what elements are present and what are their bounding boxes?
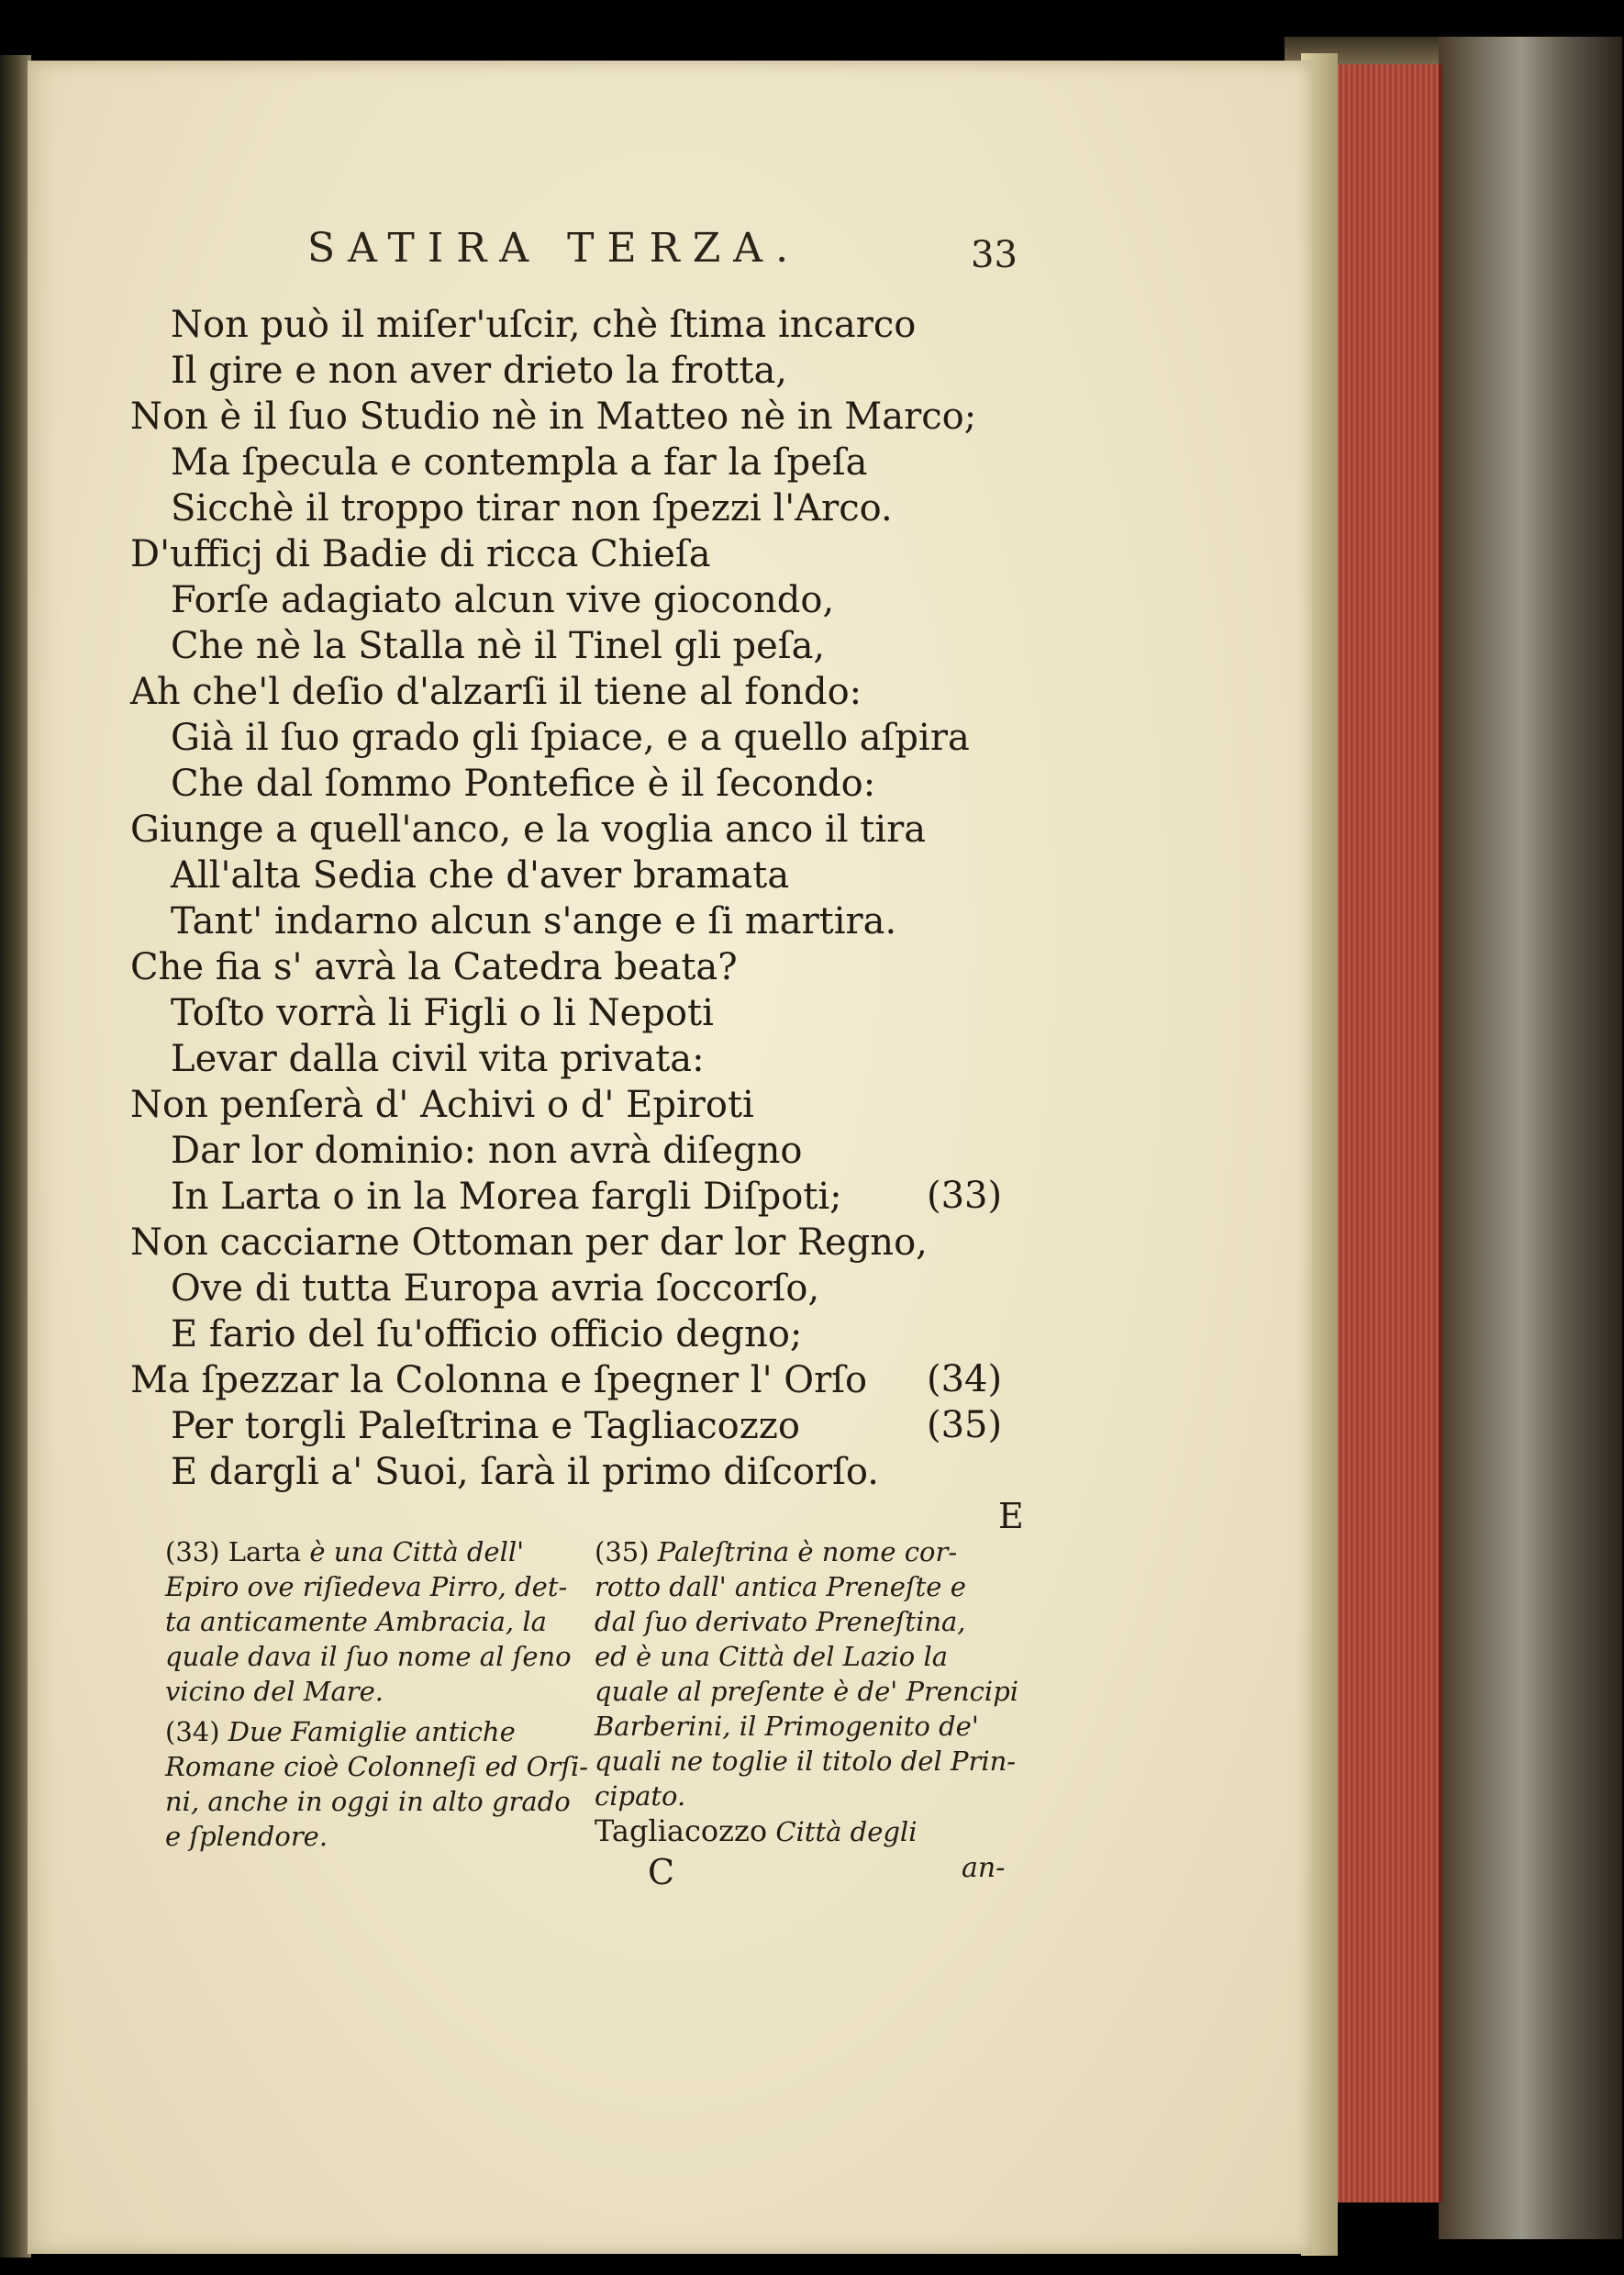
poem-line: Ma ſpecula e contempla a far la ſpeſa (171, 441, 868, 484)
running-header: SATIRA TERZA. (307, 225, 802, 272)
footnote-line: ni, anche in oggi in alto grado (165, 1786, 571, 1817)
note-reference-33: (33) (927, 1175, 1003, 1217)
footnote-line (165, 1714, 661, 1749)
poem-line: E dargli a' Suoi, ſarà il primo diſcorſo. (171, 1451, 880, 1493)
poem-line: Ma ſpezzar la Colonna e ſpegner l' Orſo (130, 1359, 868, 1401)
signature-mark: C (648, 1852, 675, 1892)
poem-line: Il gire e non aver drieto la frotta, (171, 350, 788, 392)
poem-line: Sicchè il troppo tirar non ſpezzi l'Arco. (171, 487, 893, 530)
poem-line: Che dal ſommo Pontefice è il ſecondo: (171, 763, 876, 805)
poem-line: All'alta Sedia che d'aver bramata (171, 854, 790, 897)
footnote-line: Epiro ove riſiedeva Pirro, det- (165, 1571, 568, 1602)
footnote-line: quali ne toglie il titolo del Prin- (595, 1745, 1017, 1777)
footnote-text: Due Famiglie antiche (228, 1716, 516, 1747)
poem-line: Non può il miſer'uſcir, chè ſtima incarco (171, 304, 917, 346)
poem-line: Ove di tutta Europa avria ſoccorſo, (171, 1267, 820, 1310)
footnote-line: Barberini, il Primogenito de' (595, 1711, 979, 1742)
poem-line: Non è il ſuo Studio nè in Matteo nè in Marco; (130, 396, 977, 438)
catchword: E (998, 1496, 1024, 1536)
note-reference-35: (35) (927, 1404, 1003, 1446)
page-number: 33 (971, 234, 1018, 276)
book-gutter-shadow (0, 55, 31, 2258)
poem-line: Levar dalla civil vita privata: (171, 1038, 705, 1080)
poem-line: Per torgli Paleſtrina e Tagliacozzo (171, 1405, 800, 1447)
footnote-line (595, 1813, 1026, 1849)
footnote-line: quale dava il ſuo nome al ſeno (165, 1641, 572, 1672)
footnote-line (595, 1534, 1026, 1569)
footnote-line: cipato. (595, 1780, 686, 1812)
poem-line: Tant' indarno alcun s'ange e ſi martira. (171, 900, 897, 942)
poem-line: In Larta o in la Morea fargli Diſpoti; (171, 1176, 842, 1218)
book-cover-edge (1439, 37, 1622, 2239)
note-reference-34: (34) (927, 1358, 1003, 1400)
poem-line: E fario del ſu'officio officio degno; (171, 1313, 803, 1355)
poem-line: Non penſerà d' Achivi o d' Epiroti (130, 1084, 754, 1126)
footnote-line: Romane cioè Colonneſi ed Orſi- (165, 1751, 589, 1782)
footnote-line: vicino del Mare. (165, 1676, 384, 1707)
poem-line: Non cacciarne Ottoman per dar lor Regno, (130, 1221, 928, 1264)
poem-line: D'ufficj di Badie di ricca Chieſa (130, 533, 711, 575)
poem-line: Forſe adagiato alcun vive giocondo, (171, 579, 835, 621)
footnote-34 (165, 1714, 661, 1854)
footnote-roman-word: Tagliacozzo (595, 1813, 768, 1848)
footnote-catchword: an- (962, 1852, 1006, 1884)
footnote-line: ta anticamente Ambracia, la (165, 1606, 547, 1637)
footnote-line: ed è una Città del Lazio la (595, 1641, 949, 1672)
footnote-lead: (34) (165, 1716, 220, 1747)
footnote-lead: (35) (595, 1536, 650, 1567)
poem-line: Che nè la Stalla nè il Tinel gli peſa, (171, 625, 826, 667)
footnote-line (165, 1534, 661, 1569)
footnote-line: quale al preſente è de' Prencipi (595, 1676, 1019, 1707)
footnote-line: e ſplendore. (165, 1821, 328, 1852)
poem-line: Dar lor dominio: non avrà diſegno (171, 1130, 803, 1172)
footnote-line: rotto dall' antica Preneſte e (595, 1571, 966, 1602)
poem-line: Che fia s' avrà la Catedra beata? (130, 946, 738, 988)
footnote-text: Paleſtrina è nome cor- (657, 1536, 958, 1567)
poem-line: Toſto vorrà li Figli o li Nepoti (171, 992, 714, 1034)
poem-line: Giunge a quell'anco, e la voglia anco il tira (130, 809, 927, 851)
footnote-line: dal ſuo derivato Preneſtina, (595, 1606, 966, 1637)
footnote-text: Città degli (775, 1816, 918, 1847)
page-block-red-edges (1329, 64, 1442, 2203)
footnote-lead: (33) Larta (165, 1536, 302, 1567)
footnote-text: è una Città dell' (309, 1536, 525, 1567)
footnote-33 (165, 1534, 661, 1709)
poem-line: Già il ſuo grado gli ſpiace, e a quello aſpira (171, 717, 970, 759)
footnote-35 (595, 1534, 1026, 1849)
poem-line: Ah che'l deſio d'alzarſi il tiene al fondo: (130, 671, 862, 713)
